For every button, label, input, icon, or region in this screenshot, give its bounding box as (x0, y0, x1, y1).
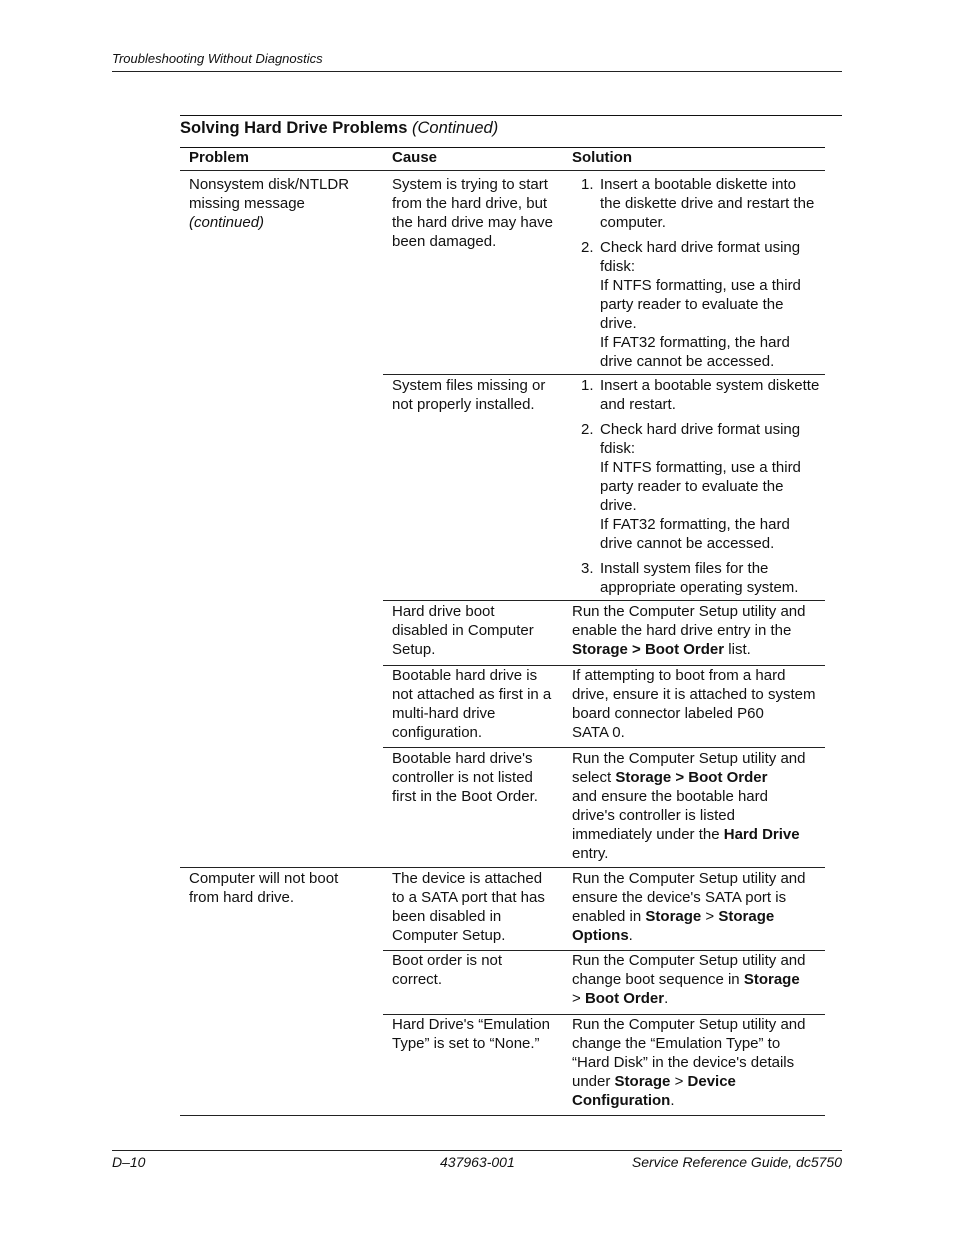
text-line: the hard drive may have (392, 214, 553, 231)
text-line: correct. (392, 971, 443, 988)
text-line: If attempting to boot from a hard (572, 667, 786, 684)
text-line: enable the hard drive entry in the (572, 622, 792, 639)
text-line: 1. (581, 377, 594, 394)
text-line (572, 640, 805, 659)
text-line: Check hard drive format using (600, 239, 801, 256)
text-line: . (670, 1092, 675, 1109)
row-divider (180, 867, 825, 868)
text-line: drive cannot be accessed. (600, 353, 775, 370)
text-line: Hard drive boot (392, 603, 495, 620)
text-line: Bootable hard drive is (392, 667, 538, 684)
solution-cell (572, 749, 805, 863)
problem-cell (189, 869, 338, 907)
text-line: Configuration (572, 1092, 671, 1109)
text-line: computer. (600, 214, 666, 231)
solution-step (572, 238, 822, 371)
footer-guide-title: Service Reference Guide, dc5750 (631, 1154, 842, 1170)
solution-cell (572, 175, 822, 377)
text-line: Computer Setup. (392, 927, 506, 944)
text-line: multi-hard drive (392, 705, 496, 722)
text-line: Storage (645, 908, 702, 925)
text-line: change the “Emulation Type” to (572, 1035, 781, 1052)
text-line (572, 926, 805, 945)
text-line: drive. (600, 315, 637, 332)
text-line: Device (687, 1073, 736, 1090)
text-line: change boot sequence in (572, 971, 744, 988)
text-line: 3. (581, 560, 594, 577)
text-line: controller is not listed (392, 769, 533, 786)
text-line (189, 213, 349, 232)
text-line: missing message (189, 195, 305, 212)
text-line: list. (724, 641, 751, 658)
table-title (180, 119, 498, 138)
text-line: 1. (581, 176, 594, 193)
title-rule (180, 147, 825, 148)
text-line: Run the Computer Setup utility and (572, 952, 806, 969)
text-line: > (701, 908, 719, 925)
solution-cell (572, 869, 805, 945)
cause-cell (392, 951, 502, 989)
text-line: Boot order is not (392, 952, 503, 969)
cause-cell (392, 666, 551, 742)
text-line: Setup. (392, 641, 436, 658)
cause-cell (392, 175, 553, 251)
text-line: Options (572, 927, 629, 944)
text-line: Install system files for the (600, 560, 769, 577)
text-line: If NTFS formatting, use a third (600, 277, 801, 294)
text-line: been disabled in (392, 908, 502, 925)
text-line: The device is attached (392, 870, 543, 887)
header-problem: Problem (189, 149, 250, 166)
text-line: Run the Computer Setup utility and (572, 603, 806, 620)
running-header: Troubleshooting Without Diagnostics (112, 51, 323, 66)
text-line: Run the Computer Setup utility and (572, 750, 806, 767)
text-line: not properly installed. (392, 396, 535, 413)
text-line: SATA 0. (572, 724, 625, 741)
text-line: select (572, 769, 616, 786)
text-line (572, 768, 805, 787)
text-line: drive cannot be accessed. (600, 535, 775, 552)
cause-cell (392, 602, 534, 659)
text-line: Storage (743, 971, 800, 988)
header-rule-bottom (180, 170, 825, 171)
table-title-suffix: (Continued) (412, 119, 499, 137)
table-title-text: Solving Hard Drive Problems (180, 119, 408, 137)
text-line: 2. (581, 239, 594, 256)
text-line: drive, ensure it is attached to system (572, 686, 816, 703)
text-line: If FAT32 formatting, the hard (600, 334, 790, 351)
text-line: Check hard drive format using (600, 421, 801, 438)
text-line: and restart. (600, 396, 676, 413)
text-line (572, 907, 805, 926)
text-line: configuration. (392, 724, 483, 741)
text-line: been damaged. (392, 233, 497, 250)
solution-step (572, 175, 822, 232)
text-line: fdisk: (600, 440, 636, 457)
text-line (572, 989, 805, 1008)
text-line: first in the Boot Order. (392, 788, 538, 805)
solution-cell (572, 666, 815, 742)
text-line: Storage > Boot Order (572, 641, 725, 658)
cause-cell (392, 376, 545, 414)
text-line: System is trying to start (392, 176, 548, 193)
text-line: disabled in Computer (392, 622, 534, 639)
text-line: the diskette drive and restart the (600, 195, 815, 212)
text-line: Boot Order (584, 990, 665, 1007)
text-line: (continued) (189, 214, 265, 231)
text-line: If NTFS formatting, use a third (600, 459, 801, 476)
text-line: under (572, 1073, 615, 1090)
text-line: and ensure the bootable hard (572, 788, 768, 805)
text-line: drive. (600, 497, 637, 514)
text-line: entry. (572, 845, 609, 862)
text-line: drive's controller is listed (572, 807, 735, 824)
text-line: Hard Drive's “Emulation (392, 1016, 550, 1033)
header-rule (112, 71, 842, 72)
header-solution: Solution (572, 149, 632, 166)
text-line: ensure the device's SATA port is (572, 889, 787, 906)
text-line: board connector labeled P60 (572, 705, 764, 722)
table-bottom-rule (180, 1115, 825, 1116)
text-line: Storage (718, 908, 775, 925)
problem-cell (189, 175, 349, 232)
header-cause: Cause (392, 149, 438, 166)
text-line: party reader to evaluate the (600, 296, 784, 313)
cause-cell (392, 749, 538, 806)
text-line: . (664, 990, 669, 1007)
text-line: Hard Drive (723, 826, 800, 843)
text-line: not attached as first in a (392, 686, 552, 703)
text-line: from hard drive. (189, 889, 295, 906)
text-line: Run the Computer Setup utility and (572, 870, 806, 887)
text-line (572, 1091, 805, 1110)
text-line: Type” is set to “None.” (392, 1035, 540, 1052)
text-line: Storage (614, 1073, 671, 1090)
text-line: Run the Computer Setup utility and (572, 1016, 806, 1033)
footer-part-number: 437963-001 (440, 1154, 515, 1170)
text-line: Bootable hard drive's (392, 750, 533, 767)
text-line (572, 825, 805, 844)
footer-rule (112, 1150, 842, 1151)
text-line: party reader to evaluate the (600, 478, 784, 495)
text-line: immediately under the (572, 826, 724, 843)
text-line: 2. (581, 421, 594, 438)
row-divider (383, 374, 825, 375)
solution-cell (572, 951, 805, 1008)
text-line: appropriate operating system. (600, 579, 799, 596)
footer-page-number: D–10 (112, 1154, 146, 1170)
text-line: to a SATA port that has (392, 889, 545, 906)
text-line: > (572, 990, 585, 1007)
text-line: If FAT32 formatting, the hard (600, 516, 790, 533)
solution-cell (572, 376, 822, 603)
text-line: Storage > Boot Order (615, 769, 768, 786)
solution-step (572, 420, 822, 553)
cause-cell (392, 1015, 550, 1053)
text-line: Insert a bootable system diskette (600, 377, 820, 394)
text-line: from the hard drive, but (392, 195, 548, 212)
text-line: Computer will not boot (189, 870, 339, 887)
solution-cell (572, 1015, 805, 1110)
text-line: enabled in (572, 908, 646, 925)
text-line: fdisk: (600, 258, 636, 275)
text-line: System files missing or (392, 377, 546, 394)
text-line (572, 1072, 805, 1091)
solution-step (572, 376, 822, 414)
text-line (572, 970, 805, 989)
text-line: . (628, 927, 633, 944)
row-divider (383, 747, 825, 748)
cause-cell (392, 869, 545, 945)
text-line: > (670, 1073, 688, 1090)
text-line: “Hard Disk” in the device's details (572, 1054, 795, 1071)
solution-cell (572, 602, 805, 659)
table-top-rule (180, 115, 842, 116)
row-divider (383, 600, 825, 601)
text-line: Insert a bootable diskette into (600, 176, 796, 193)
text-line: Nonsystem disk/NTLDR (189, 176, 350, 193)
solution-step (572, 559, 822, 597)
